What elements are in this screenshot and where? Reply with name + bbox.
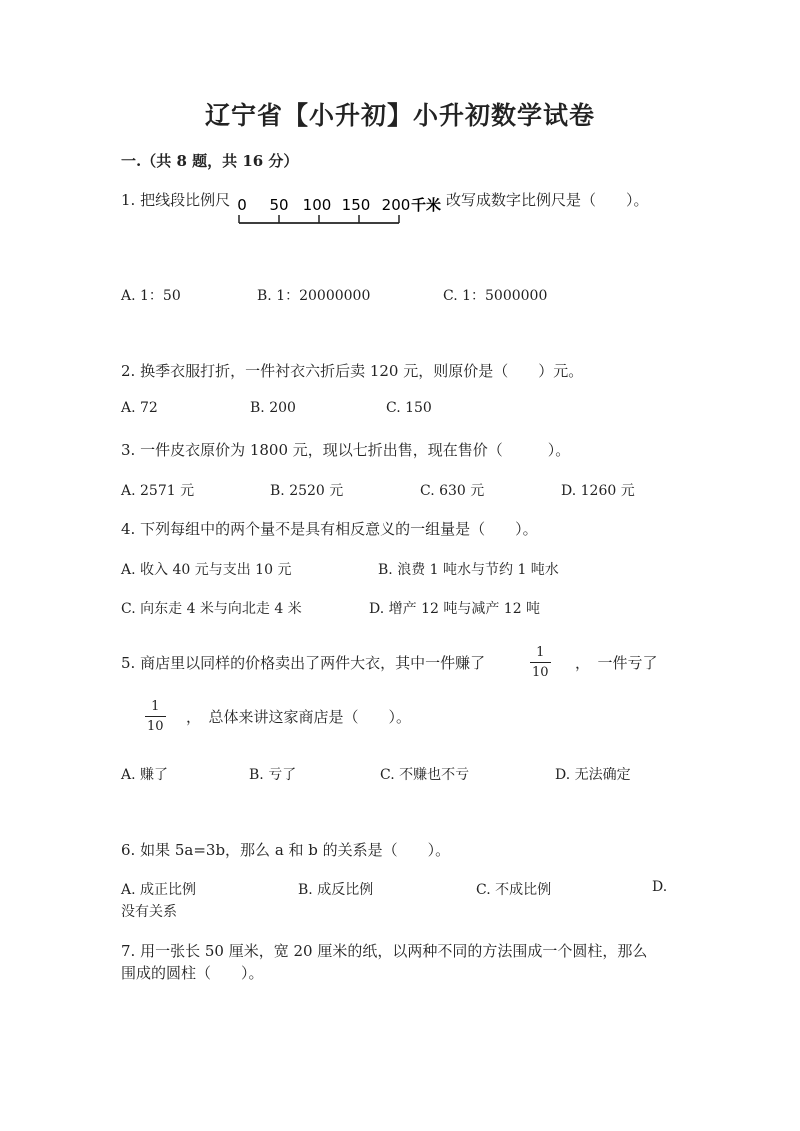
question-7-stem-line-1: 7. 用一张长 50 厘米，宽 20 厘米的纸，以两种不同的方法围成一个圆柱，那么 [121, 942, 648, 960]
q3-option-a[interactable]: A. 2571 元 [121, 483, 195, 499]
q3-option-c[interactable]: C. 630 元 [420, 483, 485, 499]
scale-unit: 千米 [411, 196, 442, 214]
q4-option-b[interactable]: B. 浪费 1 吨水与节约 1 吨水 [378, 562, 559, 578]
section-heading: 一.（共 8 题，共 16 分） [121, 152, 299, 170]
scale-tick-label: 50 [269, 196, 289, 214]
fraction-denominator: 10 [530, 662, 551, 679]
q4-option-d[interactable]: D. 增产 12 吨与减产 12 吨 [369, 601, 541, 617]
q5-option-c[interactable]: C. 不赚也不亏 [380, 767, 470, 783]
q2-option-c[interactable]: C. 150 [386, 400, 432, 416]
scale-tick-label: 100 [302, 196, 332, 214]
page-title: 辽宁省【小升初】小升初数学试卷 [204, 101, 595, 130]
q3-option-d[interactable]: D. 1260 元 [561, 483, 635, 499]
fraction-one-tenth [530, 646, 551, 679]
scale-tick-label: 150 [341, 196, 371, 214]
q1-option-a[interactable]: A. 1：50 [121, 288, 181, 304]
fraction-numerator: 1 [151, 699, 160, 714]
question-5-stem-part-1: 5. 商店里以同样的价格卖出了两件大衣，其中一件赚了 [121, 654, 486, 672]
scale-tick-label: 200 [381, 196, 411, 214]
question-7-stem-line-2: 围成的圆柱（ ）。 [121, 964, 264, 982]
q4-option-a[interactable]: A. 收入 40 元与支出 10 元 [121, 562, 292, 578]
question-4-stem: 4. 下列每组中的两个量不是具有相反意义的一组量是（ ）。 [121, 520, 538, 538]
q2-option-a[interactable]: A. 72 [121, 400, 158, 416]
q2-option-b[interactable]: B. 200 [250, 400, 296, 416]
q6-option-d-text[interactable]: 没有关系 [121, 904, 177, 920]
q1-option-b[interactable]: B. 1：20000000 [257, 288, 371, 304]
q4-option-c[interactable]: C. 向东走 4 米与向北走 4 米 [121, 601, 302, 617]
fraction-numerator: 1 [536, 645, 545, 660]
question-1-stem-end: 改写成数字比例尺是（ ）。 [446, 191, 649, 209]
question-2-stem: 2. 换季衣服打折，一件衬衣六折后卖 120 元，则原价是（ ）元。 [121, 362, 584, 380]
q5-option-a[interactable]: A. 赚了 [121, 767, 169, 783]
question-5-stem-part-3: ， 总体来讲这家商店是（ ）。 [186, 708, 412, 726]
q6-option-b[interactable]: B. 成反比例 [298, 882, 374, 898]
scale-tick-label: 0 [237, 196, 247, 214]
fraction-denominator: 10 [145, 716, 166, 733]
question-5-stem-part-2: ， 一件亏了 [575, 654, 658, 672]
question-6-stem: 6. 如果 5a=3b，那么 a 和 b 的关系是（ ）。 [121, 841, 451, 859]
question-3-stem: 3. 一件皮衣原价为 1800 元，现以七折出售，现在售价（ ）。 [121, 441, 571, 459]
q6-option-c[interactable]: C. 不成比例 [476, 882, 552, 898]
fraction-one-tenth [145, 700, 166, 733]
q6-option-a[interactable]: A. 成正比例 [121, 882, 197, 898]
line-scale-bar [236, 193, 446, 231]
q5-option-b[interactable]: B. 亏了 [249, 767, 297, 783]
q3-option-b[interactable]: B. 2520 元 [270, 483, 344, 499]
q5-option-d[interactable]: D. 无法确定 [555, 767, 631, 783]
question-1-stem-start: 1. 把线段比例尺 [121, 191, 231, 209]
q1-option-c[interactable]: C. 1：5000000 [443, 288, 548, 304]
q6-option-d[interactable]: D. [652, 879, 668, 895]
